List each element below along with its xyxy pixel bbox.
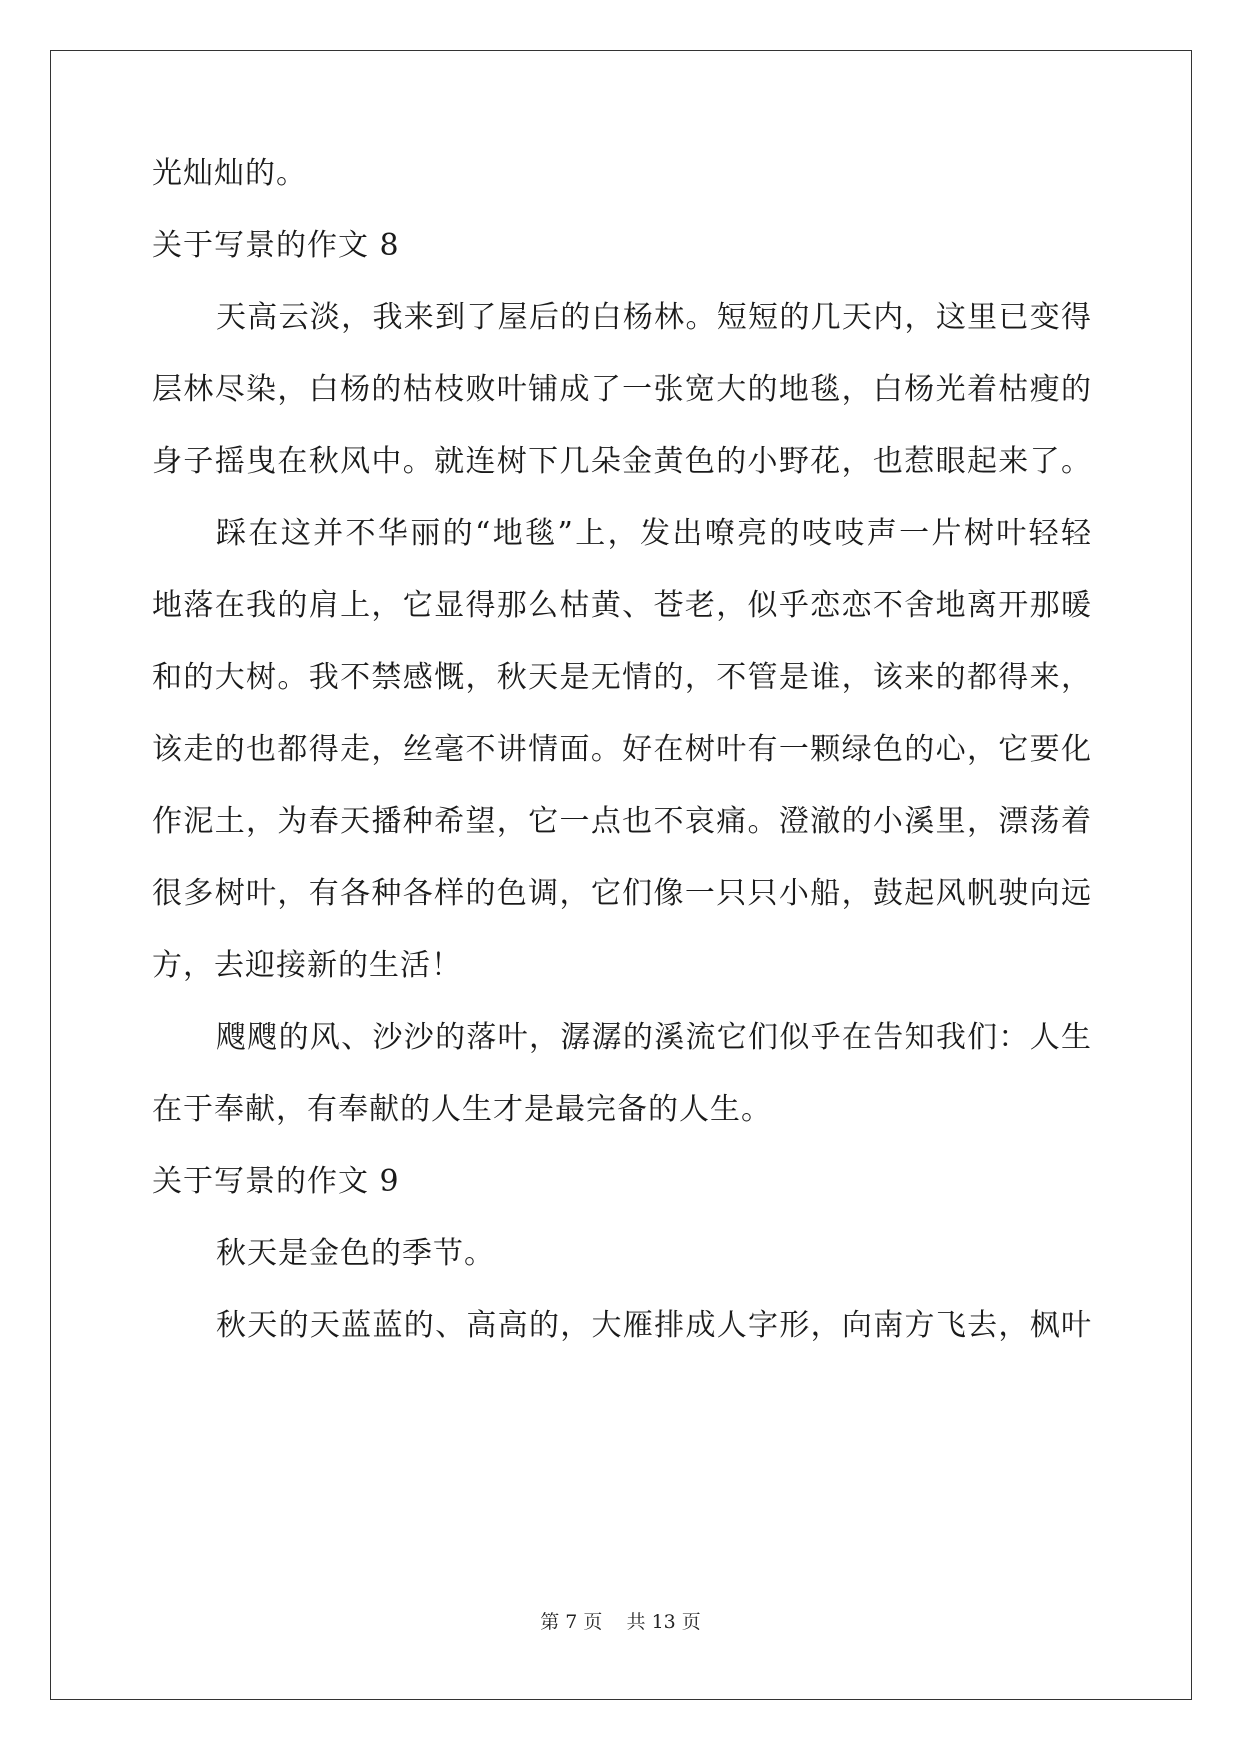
paragraph-line: 和的大树。我不禁感慨，秋天是无情的，不管是谁，该来的都得来， [152, 660, 1092, 695]
paragraph-line: 作泥土，为春天播种希望，它一点也不哀痛。澄澈的小溪里，漂荡着 [152, 804, 1092, 839]
section-heading: 关于写景的作文 9 [152, 1164, 400, 1199]
paragraph-line: 在于奉献，有奉献的人生才是最完备的人生。 [152, 1092, 772, 1127]
paragraph-line: 光灿灿的。 [152, 156, 307, 191]
paragraph-line: 飕飕的风、沙沙的落叶，潺潺的溪流它们似乎在告知我们：人生 [216, 1020, 1092, 1055]
paragraph-line: 秋天的天蓝蓝的、高高的，大雁排成人字形，向南方飞去，枫叶 [216, 1308, 1092, 1343]
section-heading: 关于写景的作文 8 [152, 228, 400, 263]
paragraph-line: 地落在我的肩上，它显得那么枯黄、苍老，似乎恋恋不舍地离开那暖 [152, 588, 1092, 623]
paragraph-line: 该走的也都得走，丝毫不讲情面。好在树叶有一颗绿色的心，它要化 [152, 732, 1092, 767]
paragraph-line: 身子摇曳在秋风中。就连树下几朵金黄色的小野花，也惹眼起来了。 [152, 444, 1092, 479]
paragraph-line: 天高云淡，我来到了屋后的白杨林。短短的几天内，这里已变得 [216, 300, 1092, 335]
paragraph-line: 秋天是金色的季节。 [216, 1236, 495, 1271]
paragraph-line: 方，去迎接新的生活！ [152, 948, 462, 983]
page-footer: 第 7 页 共 13 页 [540, 1611, 701, 1633]
paragraph-line: 层林尽染，白杨的枯枝败叶铺成了一张宽大的地毯，白杨光着枯瘦的 [152, 372, 1092, 407]
paragraph-line: 踩在这并不华丽的“地毯”上，发出嘹亮的吱吱声一片树叶轻轻 [216, 516, 1092, 551]
paragraph-line: 很多树叶，有各种各样的色调，它们像一只只小船，鼓起风帆驶向远 [152, 876, 1092, 911]
